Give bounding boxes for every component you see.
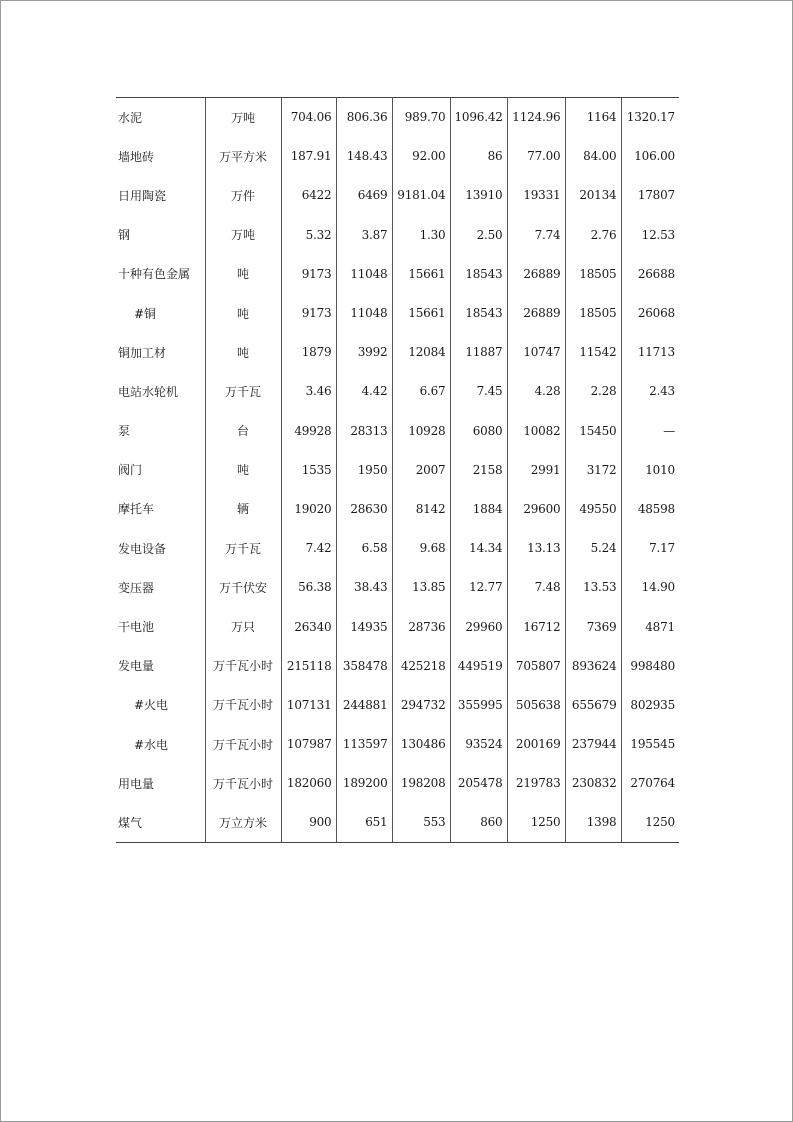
value-cell: 29600 [507,489,565,528]
item-name-cell: 水泥 [116,98,205,137]
value-cell: 26340 [281,607,336,646]
value-cell: 806.36 [336,98,392,137]
item-name-cell: 发电量 [116,646,205,685]
value-cell: 505638 [507,685,565,724]
value-cell: 270764 [630,776,675,791]
value-cell: 93524 [450,725,507,764]
value-cell: 294732 [392,685,450,724]
value-cell: 17807 [637,188,675,203]
value-cell: 18543 [450,293,507,332]
value-cell: 148.43 [336,137,392,176]
unit-cell: 万吨 [205,98,281,137]
value-cell: 3172 [565,450,621,489]
table-row [116,725,679,764]
value-cell: 28736 [392,607,450,646]
item-name-cell: #水电 [116,725,205,764]
value-cell: 18543 [450,254,507,293]
value-cell: 13910 [450,176,507,215]
value-cell: 130486 [392,725,450,764]
value-cell: 4871 [645,619,675,634]
table-body [116,98,679,843]
table-row [116,215,679,254]
value-cell: 29960 [450,607,507,646]
unit-cell: 万千瓦小时 [205,764,281,803]
unit-cell: 万件 [205,176,281,215]
value-cell: 18505 [565,254,621,293]
value-cell: 237944 [565,725,621,764]
value-cell: 1124.96 [507,98,565,137]
value-cell: 998480 [630,658,675,673]
value-cell: 49928 [281,411,336,450]
unit-cell: 万只 [205,607,281,646]
unit-cell: 万立方米 [205,803,281,842]
value-cell: 900 [281,803,336,842]
value-cell: 1320.17 [621,98,679,137]
value-cell: 107131 [281,685,336,724]
value-cell: 215118 [281,646,336,685]
unit-cell: 吨 [205,254,281,293]
value-cell: 2.43 [649,384,675,399]
unit-cell: 万千瓦小时 [205,646,281,685]
value-cell: 1250 [621,803,679,842]
value-cell: 2.50 [450,215,507,254]
value-cell: 26889 [507,293,565,332]
value-cell: 198208 [392,764,450,803]
table-row [116,293,679,332]
unit-cell: 万平方米 [205,137,281,176]
value-cell: 989.70 [392,98,450,137]
value-cell: 5.32 [281,215,336,254]
value-cell: 9.68 [392,529,450,568]
value-cell: 49550 [565,489,621,528]
value-cell: 56.38 [281,568,336,607]
table-row [116,489,679,528]
value-cell: 3992 [336,333,392,372]
value-cell: 14.34 [450,529,507,568]
value-cell: 705807 [507,646,565,685]
table-row [116,529,679,568]
value-cell: 8142 [392,489,450,528]
value-cell: 7.48 [507,568,565,607]
value-cell: 2007 [392,450,450,489]
item-name-cell: 铜加工材 [116,333,205,372]
value-cell: 20134 [565,176,621,215]
value-cell: 1164 [565,98,621,137]
value-cell: 1250 [507,803,565,842]
value-cell: 6080 [450,411,507,450]
table-row [116,176,679,215]
value-cell: 219783 [507,764,565,803]
value-cell: 12.53 [641,227,675,242]
value-cell: 205478 [450,764,507,803]
value-cell: — [663,423,675,438]
table-row [116,450,679,489]
value-cell: 28630 [336,489,392,528]
value-cell: 704.06 [281,98,336,137]
value-cell: 106.00 [634,149,675,164]
value-cell: 5.24 [565,529,621,568]
unit-cell: 吨 [205,293,281,332]
item-name-cell: 十种有色金属 [116,254,205,293]
value-cell: 651 [336,803,392,842]
value-cell: 13.13 [507,529,565,568]
value-cell: 13.53 [565,568,621,607]
value-cell: 230832 [565,764,621,803]
unit-cell: 万千瓦 [205,372,281,411]
table-row [116,254,679,293]
item-name-cell: 泵 [116,411,205,450]
value-cell: 26068 [637,306,675,321]
value-cell: 2.28 [565,372,621,411]
value-cell: 9173 [281,293,336,332]
production-table [116,97,679,843]
value-cell: 2991 [507,450,565,489]
value-cell: 19331 [507,176,565,215]
item-name-cell: 钢 [116,215,205,254]
value-cell: 1096.42 [450,98,507,137]
value-cell: 195545 [630,737,675,752]
table-row [116,646,679,685]
table-row [116,98,679,137]
value-cell: 15661 [392,293,450,332]
value-cell: 86 [450,137,507,176]
unit-cell: 万千瓦 [205,529,281,568]
value-cell: 7.45 [450,372,507,411]
value-cell: 11887 [450,333,507,372]
value-cell: 12.77 [450,568,507,607]
item-name-cell: 发电设备 [116,529,205,568]
value-cell: 14935 [336,607,392,646]
value-cell: 15661 [392,254,450,293]
table-row [116,333,679,372]
value-cell: 10082 [507,411,565,450]
value-cell: 6.67 [392,372,450,411]
table-row [116,137,679,176]
value-cell: 3.87 [336,215,392,254]
value-cell: 19020 [281,489,336,528]
unit-cell: 万吨 [205,215,281,254]
unit-cell: 台 [205,411,281,450]
value-cell: 14.90 [641,580,675,595]
unit-cell: 辆 [205,489,281,528]
value-cell: 38.43 [336,568,392,607]
value-cell: 16712 [507,607,565,646]
value-cell: 2.76 [565,215,621,254]
value-cell: 6469 [336,176,392,215]
unit-cell: 吨 [205,333,281,372]
value-cell: 107987 [281,725,336,764]
value-cell: 15450 [565,411,621,450]
value-cell: 553 [392,803,450,842]
unit-cell: 吨 [205,450,281,489]
value-cell: 1010 [645,462,675,477]
value-cell: 200169 [507,725,565,764]
unit-cell: 万千瓦小时 [205,725,281,764]
item-name-cell: 干电池 [116,607,205,646]
item-name-cell: 阀门 [116,450,205,489]
value-cell: 26889 [507,254,565,293]
unit-cell: 万千伏安 [205,568,281,607]
value-cell: 11048 [336,254,392,293]
value-cell: 11048 [336,293,392,332]
value-cell: 1398 [565,803,621,842]
value-cell: 1.30 [392,215,450,254]
value-cell: 655679 [565,685,621,724]
value-cell: 77.00 [507,137,565,176]
item-name-cell: 用电量 [116,764,205,803]
table-row [116,607,679,646]
table-row [116,803,679,842]
value-cell: 187.91 [281,137,336,176]
value-cell: 4.42 [336,372,392,411]
value-cell: 28313 [336,411,392,450]
value-cell: 11713 [637,345,675,360]
value-cell: 358478 [336,646,392,685]
item-name-cell: 摩托车 [116,489,205,528]
value-cell: 4.28 [507,372,565,411]
value-cell: 18505 [565,293,621,332]
value-cell: 7369 [565,607,621,646]
value-cell: 9181.04 [392,176,450,215]
value-cell: 802935 [630,697,675,712]
value-cell: 7.42 [281,529,336,568]
item-name-cell: 变压器 [116,568,205,607]
value-cell: 189200 [336,764,392,803]
value-cell: 893624 [565,646,621,685]
table-row [116,372,679,411]
value-cell: 182060 [281,764,336,803]
value-cell: 1884 [450,489,507,528]
item-name-cell: 煤气 [116,803,205,842]
value-cell: 6422 [281,176,336,215]
value-cell: 13.85 [392,568,450,607]
value-cell: 6.58 [336,529,392,568]
value-cell: 1950 [336,450,392,489]
value-cell: 1535 [281,450,336,489]
value-cell: 425218 [392,646,450,685]
value-cell: 7.74 [507,215,565,254]
value-cell: 9173 [281,254,336,293]
item-name-cell: #铜 [116,293,205,332]
table-row [116,568,679,607]
value-cell: 10747 [507,333,565,372]
item-name-cell: 日用陶瓷 [116,176,205,215]
item-name-cell: #火电 [116,685,205,724]
value-cell: 355995 [450,685,507,724]
value-cell: 2158 [450,450,507,489]
value-cell: 244881 [336,685,392,724]
value-cell: 113597 [336,725,392,764]
value-cell: 1879 [281,333,336,372]
value-cell: 7.17 [649,541,675,556]
table-row [116,764,679,803]
item-name-cell: 电站水轮机 [116,372,205,411]
value-cell: 860 [450,803,507,842]
value-cell: 48598 [637,501,675,516]
value-cell: 26688 [637,266,675,281]
value-cell: 84.00 [565,137,621,176]
value-cell: 11542 [565,333,621,372]
item-name-cell: 墙地砖 [116,137,205,176]
value-cell: 449519 [450,646,507,685]
unit-cell: 万千瓦小时 [205,685,281,724]
table-row [116,685,679,724]
value-cell: 92.00 [392,137,450,176]
value-cell: 12084 [392,333,450,372]
value-cell: 10928 [392,411,450,450]
value-cell: 3.46 [281,372,336,411]
table-row [116,411,679,450]
